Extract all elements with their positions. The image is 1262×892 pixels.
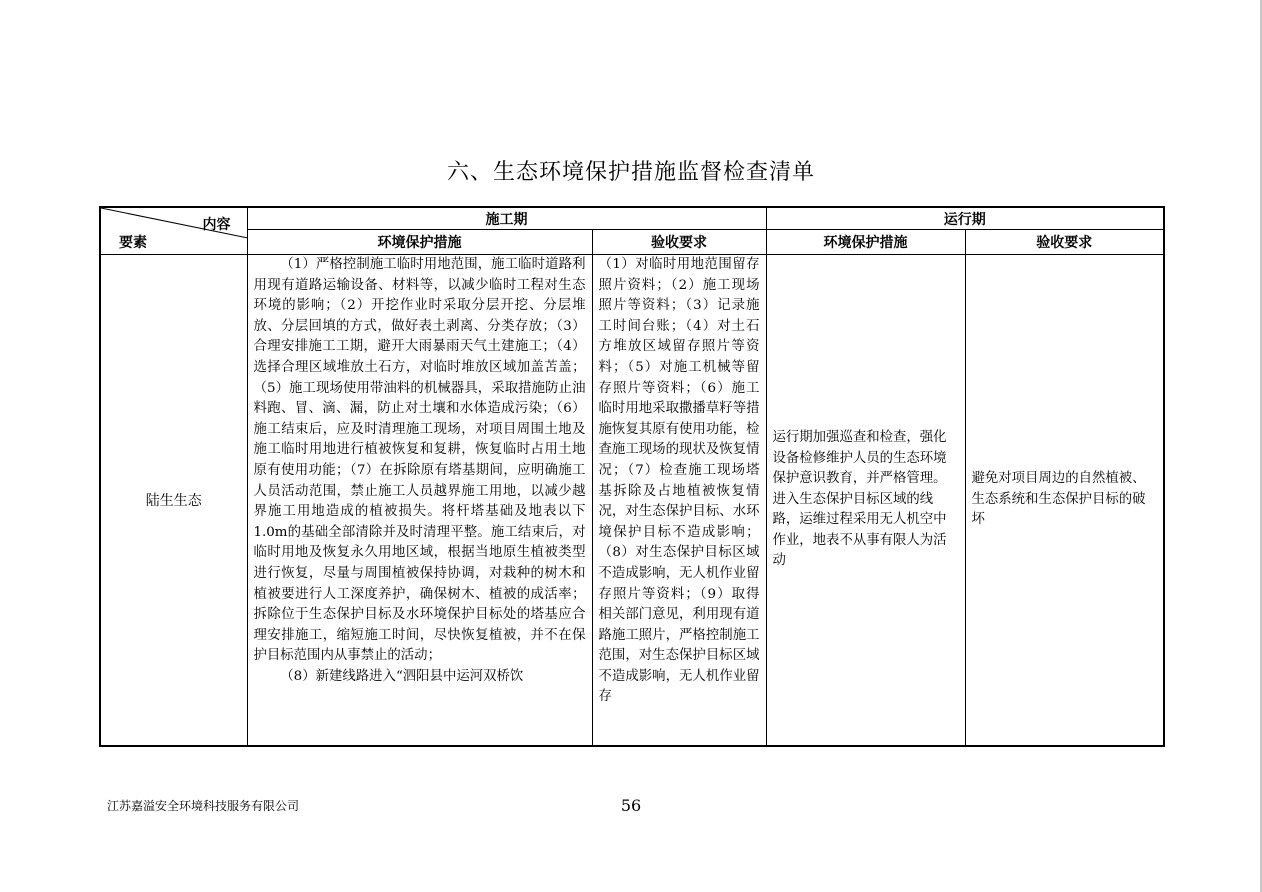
operation-acceptance-text: 避免对项目周边的自然植被、生态系统和生态保护目标的破坏 [971,471,1146,528]
page-number: 56 [620,796,642,815]
operation-acceptance-cell [965,255,1164,747]
inspection-table [99,206,1165,747]
header-content-label: 内容 [202,217,231,233]
row-label-terrestrial-ecology: 陆生生态 [100,255,247,747]
construction-measures-text-continued: （8）新建线路进入“泗阳县中运河双桥饮 [280,668,524,684]
operation-measures-header: 环境保护措施 [766,230,965,255]
construction-acceptance-cell [592,255,766,747]
operation-acceptance-header: 验收要求 [965,230,1164,255]
footer-company: 江苏嘉溢安全环境科技服务有限公司 [107,799,300,813]
construction-acceptance-text: （1）对临时用地范围留存照片资料；（2）施工现场照片等资料；（3）记录施工时间台账；（4）对土石方堆放区域留存照片等资料；（5）对施工机械等留存照片等资料；（6）施工临时用地采取撒播草籽等措施恢复其原有使用功能，检查施工现场的现状及恢复情况；（7）检查施工现场塔基拆除及占地植被恢复情况，对生态保护目标、水环境保护目标不造成影响；（8）对生态保护目标区域不造成影响，无人机作业留存照片等资料；（9）取得相关部门意见，利用现有道路施工照片，严格控制施工范围，对生态保护目标区域不造成影响，无人机作业留存 [598,257,760,705]
operation-period-header: 运行期 [766,207,1164,230]
construction-acceptance-header: 验收要求 [592,230,766,255]
construction-measures-header: 环境保护措施 [247,230,592,255]
construction-measures-text: （1）严格控制施工临时用地范围，施工临时道路利用现有道路运输设备、材料等，以减少临时工程对生态环境的影响；（2）开挖作业时采取分层开挖、分层堆放、分层回填的方式，做好表土剥离、分类存放；（3）合理安排施工工期，避开大雨暴雨天气土建施工；（4）选择合理区域堆放土石方，对临时堆放区域加盖苫盖；（5）施工现场使用带油料的机械器具，采取措施防止油料跑、冒、滴、漏，防止对土壤和水体造成污染；（6）施工结束后，应及时清理施工现场，对项目周围土地及施工临时用地进行植被恢复和复耕，恢复临时占用土地原有使用功能；（7）在拆除原有塔基期间，应明确施工人员活动范围，禁止施工人员越界施工用地，以减少越界施工用地造成的植被损失。将杆塔基础及地表以下1.0m的基础全部清除并及时清理平整。施工结束后，对临时用地及恢复永久用地区域，根据当地原生植被类型进行恢复，尽量与周围植被保持协调，对栽种的树木和植被要进行人工深度养护，确保树木、植被的成活率；拆除位于生态保护目标及水环境保护目标处的塔基应合理安排施工，缩短施工时间，尽快恢复植被，并不在保护目标范围内从事禁止的活动； [253,257,586,664]
operation-measures-text: 运行期加强巡查和检查，强化设备检修维护人员的生态环境保护意识教育，并严格管理。进入生态保护目标区域的线路，运维过程采用无人机空中作业，地表不从事有限人为活动 [772,429,947,569]
header-corner-cell [100,207,247,255]
header-element-label: 要素 [119,235,147,251]
construction-period-header: 施工期 [247,207,766,230]
page-title: 六、生态环境保护措施监督检查清单 [446,160,815,185]
construction-measures-cell [247,255,592,747]
operation-measures-cell [766,255,965,747]
